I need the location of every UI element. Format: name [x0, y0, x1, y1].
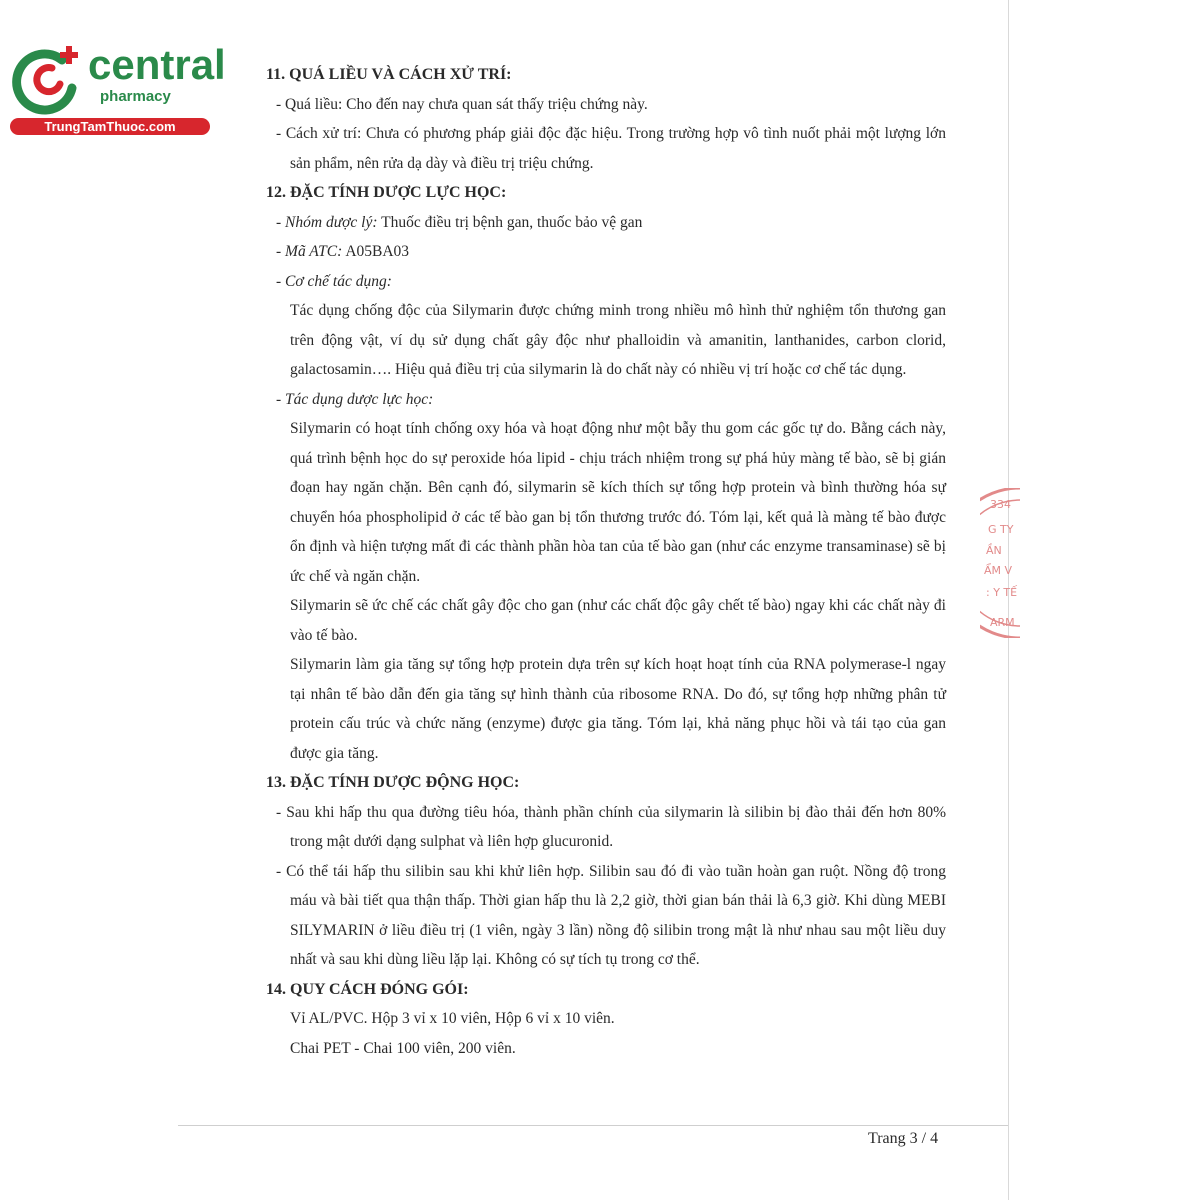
- section-11-title: 11. QUÁ LIỀU VÀ CÁCH XỬ TRÍ:: [266, 66, 512, 83]
- svg-text:334: 334: [990, 498, 1011, 511]
- atc-code-label: - Mã ATC:: [276, 243, 343, 260]
- logo-subtitle: pharmacy: [100, 88, 171, 105]
- footer-rule: [178, 1125, 1008, 1126]
- pharmacologic-group-value: Thuốc điều trị bệnh gan, thuốc bảo vệ gan: [377, 213, 643, 231]
- logo-mark-icon: [10, 38, 90, 116]
- svg-text:ẦN: ẦN: [986, 544, 1002, 557]
- pharmacologic-group-label: - Nhóm dược lý:: [276, 213, 378, 231]
- pharmacologic-group: [262, 208, 946, 238]
- section-11-item: - Cách xử trí: Chưa có phương pháp giải độc đặc hiệu. Trong trường hợp vô tình nuốt phải một lượng lớn sản phẩm, nên rửa dạ dày và điều trị triệu chứng.: [276, 125, 946, 172]
- svg-text:: Y TẾ: : Y TẾ: [986, 586, 1018, 599]
- svg-text:ARM: ARM: [990, 616, 1015, 629]
- packaging-line: Vỉ AL/PVC. Hộp 3 vỉ x 10 viên, Hộp 6 vỉ x 10 viên.: [290, 1010, 615, 1027]
- page-number: Trang 3 / 4: [868, 1130, 939, 1147]
- section-14-title: 14. QUY CÁCH ĐÓNG GÓI:: [266, 980, 469, 998]
- mechanism-text: Tác dụng chống độc của Silymarin được chứng minh trong nhiều mô hình thử nghiệm tổn thương gan trên động vật, ví dụ sử dụng chất gây độc như phalloidin và amanitin, lanthanides, carbon clorid, galactosamin…. Hiệu quả điều trị của silymarin là do chất này có nhiều vị trí hoặc cơ chế tác dụng.: [290, 302, 946, 378]
- central-pharmacy-logo: [10, 38, 226, 138]
- section-13-title: 13. ĐẶC TÍNH DƯỢC ĐỘNG HỌC:: [266, 774, 520, 791]
- pharmacodynamics-paragraph: Silymarin sẽ ức chế các chất gây độc cho gan (như các chất độc gây chết tế bào) ngay khi các chất này đi vào tế bào.: [290, 597, 946, 644]
- stamp-seal-icon: [980, 488, 1020, 638]
- logo-brand: central: [88, 41, 226, 88]
- section-11-item: - Quá liều: Cho đến nay chưa quan sát thấy triệu chứng này.: [276, 95, 648, 113]
- mechanism-label: - Cơ chế tác dụng:: [276, 272, 392, 290]
- packaging-line: Chai PET - Chai 100 viên, 200 viên.: [290, 1039, 516, 1057]
- logo-site-link[interactable]: TrungTamThuoc.com: [10, 118, 210, 135]
- section-12-title: 12. ĐẶC TÍNH DƯỢC LỰC HỌC:: [266, 184, 507, 201]
- svg-text:ẨM V: ẨM V: [984, 564, 1013, 577]
- document-body: [262, 60, 946, 1063]
- atc-code: [262, 237, 946, 267]
- section-13-item: - Có thể tái hấp thu silibin sau khi khử liên hợp. Silibin sau đó đi vào tuần hoàn gan ruột. Nồng độ trong máu và bài tiết qua thận thấp. Thời gian hấp thu là 2,2 giờ, thời gian bán thải là 6,3 giờ. Khi dùng MEBI SILYMARIN ở liều điều trị (1 viên, ngày 3 lần) nồng độ silibin trong mật là như nhau sau một liều duy nhất và sau khi dùng liều lặp lại. Không có sự tích tụ trong cơ thể.: [276, 862, 946, 968]
- pharmacodynamics-paragraph: Silymarin có hoạt tính chống oxy hóa và hoạt động như một bẫy thu gom các gốc tự do. Bằng cách này, quá trình bệnh học do sự peroxide hóa lipid - chịu trách nhiệm trong sự phá hủy màng tế bào, sẽ bị gián đoạn hay ngăn chặn. Bên cạnh đó, silymarin sẽ kích thích sự tổng hợp protein và bình thường hóa sự chuyển hóa phospholipid ở các tế bào gan bị tổn thương trước đó. Tóm lại, kết quả là màng tế bào được ổn định và hiện tượng mất đi các thành phần hòa tan của tế bào gan (như các enzyme transaminase) sẽ bị ức chế và ngăn chặn.: [290, 420, 946, 585]
- svg-text:G TY: G TY: [988, 523, 1014, 536]
- pharmacodynamics-label: - Tác dụng dược lực học:: [276, 390, 434, 408]
- atc-code-value: A05BA03: [342, 243, 410, 260]
- pharmacodynamics-paragraph: Silymarin làm gia tăng sự tổng hợp protein dựa trên sự kích hoạt hoạt tính của RNA polymerase-l ngay tại nhân tế bào dẫn đến gia tăng sự hình thành của ribosome RNA. Do đó, sự tổng hợp những phân tử protein cấu trúc và chức năng (enzyme) được gia tăng. Tóm lại, khả năng phục hồi và tái tạo của gan được gia tăng.: [290, 656, 946, 762]
- section-13-item: - Sau khi hấp thu qua đường tiêu hóa, thành phần chính của silymarin là silibin bị đào thải đến hơn 80% trong mật dưới dạng sulphat và liên hợp glucuronid.: [276, 803, 946, 850]
